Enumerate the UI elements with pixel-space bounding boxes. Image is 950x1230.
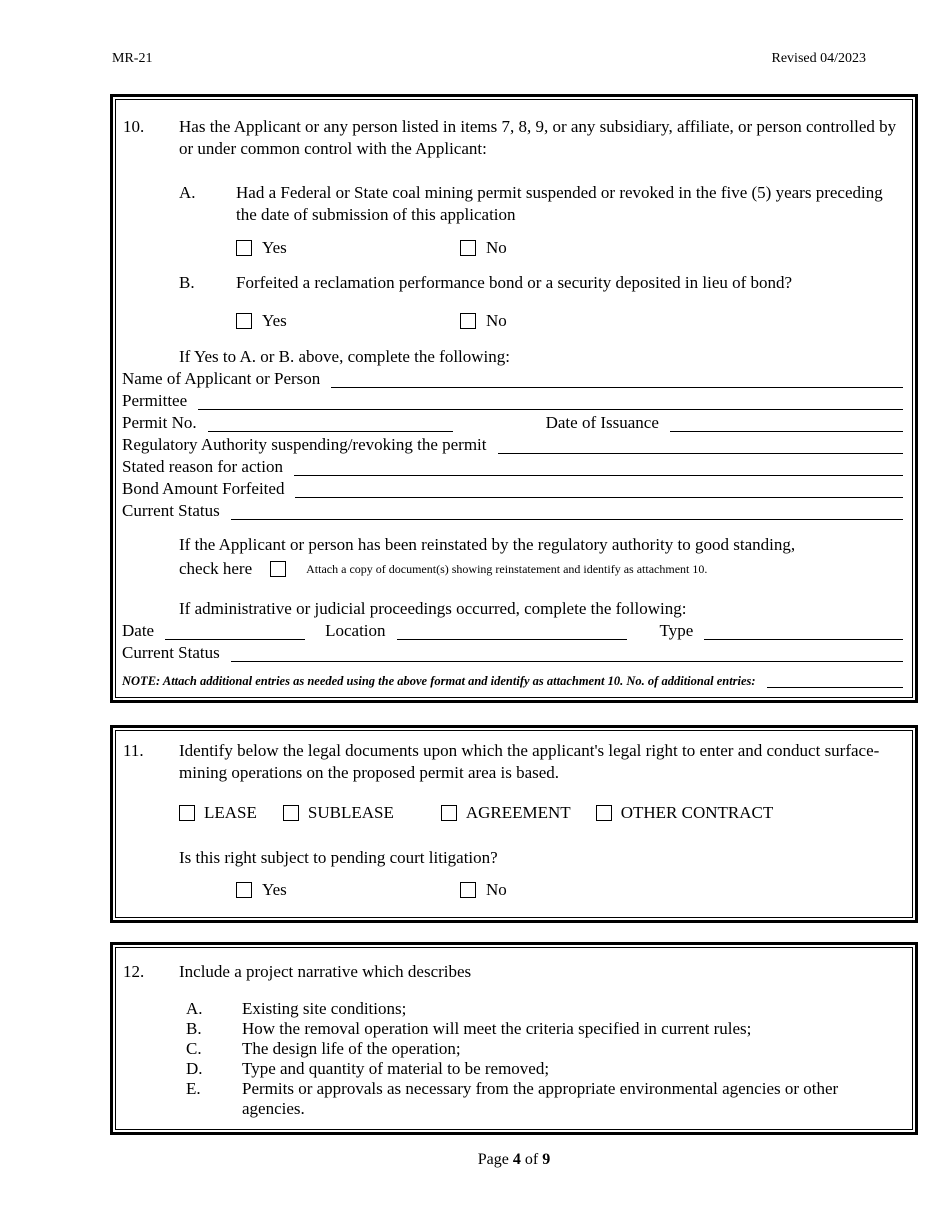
- proceedings-instruction: If administrative or judicial proceedings occurred, complete the following:: [179, 599, 687, 618]
- sublease-label: SUBLEASE: [307, 803, 394, 822]
- page-footer: [110, 1149, 918, 1171]
- item10a-no-label: No: [486, 238, 507, 257]
- proceedings-current-status-line[interactable]: [231, 647, 903, 662]
- item12a-letter: A.: [186, 999, 203, 1018]
- item12-list-item: [122, 999, 903, 1019]
- proceedings-location-line[interactable]: [397, 625, 627, 640]
- item10b-text: Forfeited a reclamation performance bond or a security deposited in lieu of bond?: [236, 273, 793, 292]
- litigation-question: Is this right subject to pending court litigation?: [179, 848, 498, 867]
- proceedings-type-label: Type: [659, 621, 694, 640]
- litigation-yes-label: Yes: [262, 880, 287, 899]
- field-permit-no-line[interactable]: [208, 417, 453, 432]
- reinstated-attach-note: Attach a copy of document(s) showing reinstatement and identify as attachment 10.: [306, 562, 708, 576]
- item10b-yes-checkbox[interactable]: [236, 313, 252, 329]
- field-stated-reason-label: Stated reason for action: [122, 457, 283, 476]
- field-bond-amount-label: Bond Amount Forfeited: [122, 479, 285, 498]
- proceedings-dlt-row: [122, 620, 903, 642]
- item10-box: [110, 94, 918, 703]
- sublease-checkbox[interactable]: [283, 805, 299, 821]
- item10b-yes-label: Yes: [262, 311, 287, 330]
- agreement-checkbox[interactable]: [441, 805, 457, 821]
- field-current-status-line[interactable]: [231, 505, 903, 520]
- reinstated-line1: If the Applicant or person has been reinstated by the regulatory authority to good standing,: [179, 535, 796, 554]
- item11-box: [110, 725, 918, 923]
- footer-of-label: of: [524, 1151, 539, 1168]
- proceedings-current-status-row: [122, 642, 903, 664]
- item10-question-row: [122, 116, 903, 160]
- item12-question: Include a project narrative which describes: [179, 962, 472, 981]
- item12d-letter: D.: [186, 1059, 203, 1078]
- item12e-text: Permits or approvals as necessary from the appropriate environmental agencies or other agencies.: [242, 1079, 839, 1118]
- proceedings-current-status-label: Current Status: [122, 643, 220, 662]
- revision-date: Revised 04/2023: [771, 51, 866, 66]
- field-bond-amount: [122, 478, 903, 500]
- litigation-no-label: No: [486, 880, 507, 899]
- field-current-status: [122, 500, 903, 522]
- item10-number: 10.: [123, 117, 145, 136]
- reinstated-checkbox[interactable]: [270, 561, 286, 577]
- item10b-no-label: No: [486, 311, 507, 330]
- field-regulatory-authority-line[interactable]: [498, 439, 903, 454]
- item12c-text: The design life of the operation;: [242, 1039, 461, 1058]
- item10-note-text: NOTE: Attach additional entries as needed using the above format and identify as attachment 10. No. of additional entries:: [122, 674, 756, 688]
- additional-entries-line[interactable]: [767, 677, 903, 688]
- field-current-status-label: Current Status: [122, 501, 220, 520]
- item11-options-row: [122, 802, 903, 824]
- item12-list-item: [122, 1059, 903, 1079]
- field-name-of-applicant-label: Name of Applicant or Person: [122, 369, 321, 388]
- item10b-row: [122, 272, 903, 294]
- item11-number: 11.: [123, 741, 144, 760]
- field-date-of-issuance-label: Date of Issuance: [545, 413, 659, 432]
- field-date-of-issuance-line[interactable]: [670, 417, 903, 432]
- item10b-yesno-row: [122, 310, 903, 332]
- item10a-no-checkbox[interactable]: [460, 240, 476, 256]
- field-name-of-applicant: [122, 368, 903, 390]
- item10a-yes-checkbox[interactable]: [236, 240, 252, 256]
- field-stated-reason: [122, 456, 903, 478]
- item10-note-row: [122, 673, 903, 689]
- field-name-of-applicant-line[interactable]: [331, 373, 903, 388]
- item12a-text: Existing site conditions;: [242, 999, 407, 1018]
- item12-question-row: [122, 961, 903, 983]
- footer-page-total: 9: [542, 1151, 551, 1168]
- litigation-yesno-row: [122, 879, 903, 901]
- item10b-letter: B.: [179, 273, 195, 292]
- field-regulatory-authority-label: Regulatory Authority suspending/revoking the permit: [122, 435, 487, 454]
- other-contract-label: OTHER CONTRACT: [620, 803, 774, 822]
- item10a-text: Had a Federal or State coal mining permit suspended or revoked in the five (5) years preceding the date of submission of this application: [236, 183, 883, 224]
- field-regulatory-authority: [122, 434, 903, 456]
- item12-list-item: [122, 1039, 903, 1059]
- field-permit-no-label: Permit No.: [122, 413, 197, 432]
- field-permittee-label: Permittee: [122, 391, 188, 410]
- proceedings-date-line[interactable]: [165, 625, 305, 640]
- field-permit-no: [122, 412, 903, 434]
- item10a-row: [122, 182, 903, 226]
- item12e-letter: E.: [186, 1079, 201, 1098]
- field-stated-reason-line[interactable]: [294, 461, 903, 476]
- item12c-letter: C.: [186, 1039, 202, 1058]
- form-id: MR-21: [112, 51, 153, 66]
- footer-page-number: 4: [512, 1151, 521, 1168]
- item11-question-row: [122, 740, 903, 784]
- field-permittee: [122, 390, 903, 412]
- litigation-no-checkbox[interactable]: [460, 882, 476, 898]
- other-contract-checkbox[interactable]: [596, 805, 612, 821]
- litigation-yes-checkbox[interactable]: [236, 882, 252, 898]
- proceedings-date-label: Date: [122, 621, 155, 640]
- item11-question: Identify below the legal documents upon which the applicant's legal right to enter and conduct surface-mining operations on the proposed permit area is based.: [179, 741, 880, 782]
- proceedings-type-line[interactable]: [704, 625, 903, 640]
- reinstated-check-row: [122, 556, 903, 582]
- item10a-yesno-row: [122, 237, 903, 259]
- item10-question: Has the Applicant or any person listed in items 7, 8, 9, or any subsidiary, affiliate, or person controlled by or under common control with the Applicant:: [179, 117, 897, 158]
- page-header: [110, 50, 918, 68]
- item12b-text: How the removal operation will meet the criteria specified in current rules;: [242, 1019, 752, 1038]
- item12-number: 12.: [123, 962, 145, 981]
- item12-list-item: [122, 1019, 903, 1039]
- proceedings-location-label: Location: [325, 621, 386, 640]
- item12b-letter: B.: [186, 1019, 202, 1038]
- item10a-letter: A.: [179, 183, 196, 202]
- check-here-label: check here: [179, 559, 253, 578]
- field-bond-amount-line[interactable]: [295, 483, 903, 498]
- lease-checkbox[interactable]: [179, 805, 195, 821]
- item12d-text: Type and quantity of material to be removed;: [242, 1059, 550, 1078]
- form-page: [110, 0, 918, 1171]
- item10-ifyes-instruction: If Yes to A. or B. above, complete the following:: [179, 347, 510, 366]
- footer-page-label: Page: [477, 1151, 509, 1168]
- item12-list-item: [122, 1079, 903, 1119]
- item10b-no-checkbox[interactable]: [460, 313, 476, 329]
- agreement-label: AGREEMENT: [465, 803, 571, 822]
- item12-box: [110, 942, 918, 1135]
- lease-label: LEASE: [204, 803, 257, 822]
- item10a-yes-label: Yes: [262, 238, 287, 257]
- field-permittee-line[interactable]: [198, 395, 903, 410]
